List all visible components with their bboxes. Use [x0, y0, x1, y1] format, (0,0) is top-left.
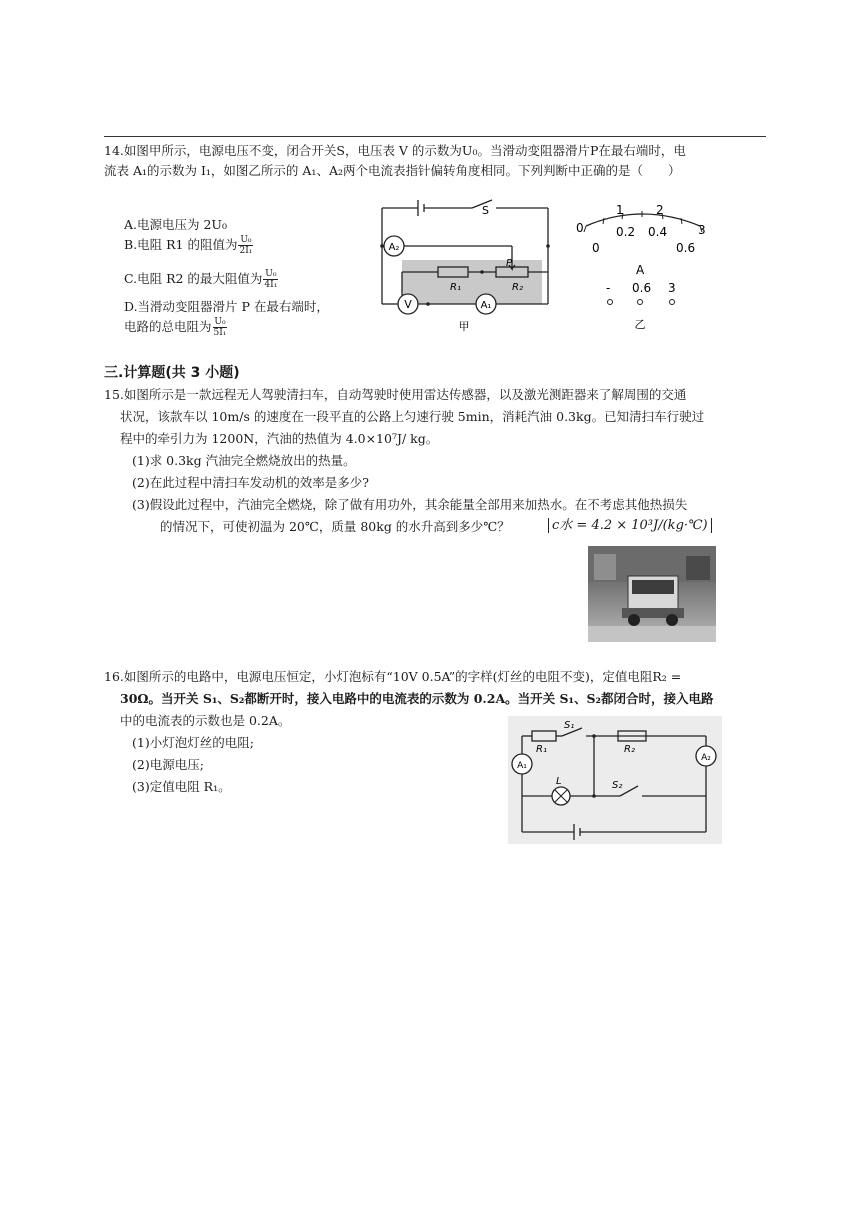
terminal-3: 3	[668, 281, 676, 295]
fig-caption-yi: 乙	[634, 318, 646, 331]
q14-option-c-text: C.电阻 R2 的最大阻值为	[124, 271, 263, 286]
street-sweeper-photo	[588, 546, 716, 642]
scale-bottom-0: 0	[592, 241, 600, 255]
scale-top-2: 2	[656, 203, 664, 217]
q16-line3: 中的电流表的示数也是 0.2A。	[120, 713, 291, 728]
q14-line1: 14.如图甲所示，电源电压不变，闭合开关S，电压表 V 的示数为U₀。当滑动变阻器滑片P在最右端时，电	[104, 143, 686, 158]
scale-bottom-2: 0.4	[648, 225, 668, 239]
q16-line1: 16.如图所示的电路中，电源电压恒定，小灯泡标有“10V 0.5A”的字样(灯丝的电阻不变)，定值电阻R₂ =	[104, 669, 682, 684]
q14-option-d-line2	[124, 316, 227, 338]
numerator: U₀	[265, 269, 277, 279]
terminal-06-icon	[638, 300, 643, 305]
scale-top-1: 1	[616, 203, 624, 217]
q16-line2: 30Ω。当开关 S₁、S₂都断开时，接入电路中的电流表的示数为 0.2A。当开关 S₁、S₂都闭合时，接入电路	[120, 691, 714, 706]
q16-circuit-figure	[508, 716, 722, 844]
q15-line1: 15.如图所示是一款远程无人驾驶清扫车，自动驾驶时使用雷达传感器，以及激光测距器来了解周围的交通	[104, 387, 687, 402]
q14-option-b-text: B.电阻 R1 的阻值为	[124, 237, 238, 252]
denominator: 5I₁	[213, 328, 227, 338]
v-label: V	[404, 298, 412, 311]
a2-label: A₂	[701, 753, 711, 763]
q15-formula	[548, 514, 712, 537]
scale-top-3: 3	[698, 223, 706, 237]
fraction	[238, 235, 253, 256]
r2-label: R₂	[624, 744, 635, 755]
scale-bottom-1: 0.2	[616, 225, 636, 239]
q16-sub2: (2)电源电压;	[132, 757, 204, 772]
denominator: 2I₁	[239, 246, 253, 256]
numerator: U₀	[240, 235, 252, 245]
r1-label: R₁	[450, 282, 461, 293]
dial-arc	[586, 214, 700, 226]
a2-label: A₂	[388, 242, 400, 253]
q14-ammeter-dial	[572, 196, 714, 336]
slider-p-label: P	[506, 258, 513, 269]
q14-option-b	[124, 234, 253, 256]
lamp-label: L	[556, 776, 562, 787]
q16-sub1: (1)小灯泡灯丝的电阻;	[132, 735, 254, 750]
section-heading: 三.计算题(共 3 小题)	[104, 365, 240, 381]
q14-option-d-line1: D.当滑动变阻器滑片 P 在最右端时，	[124, 299, 329, 314]
q15-line3: 程中的牵引力为 1200N，汽油的热值为 4.0×10⁷J/ kg。	[120, 431, 439, 446]
scale-top-0: 0	[576, 221, 584, 235]
top-rule	[104, 136, 766, 137]
s2-label: S₂	[612, 780, 623, 791]
q14-line2: 流表 A₁的示数为 I₁，如图乙所示的 A₁、A₂两个电流表指针偏转角度相同。下列判断中正确的是（ ）	[104, 163, 681, 178]
q14-option-a: A.电源电压为 2U₀	[124, 217, 227, 232]
r1-label: R₁	[536, 744, 547, 755]
scale-bottom-3: 0.6	[676, 241, 696, 255]
terminal-06: 0.6	[632, 281, 652, 295]
specific-heat-formula: c水 = 4.2 × 10³J/(kg·℃)	[548, 518, 712, 533]
unit-label: A	[636, 263, 645, 277]
q14-circuit-figure	[372, 194, 558, 338]
s1-label: S₁	[564, 720, 575, 731]
terminal-3-icon	[670, 300, 675, 305]
terminal-neg-icon	[608, 300, 613, 305]
a1-label: A₁	[480, 300, 492, 311]
a1-label: A₁	[517, 761, 527, 771]
switch-label: S	[482, 204, 489, 217]
terminal-neg: -	[606, 281, 611, 295]
fig-caption-jia: 甲	[458, 320, 470, 333]
q15-sub3-line1: (3)假设此过程中，汽油完全燃烧，除了做有用功外，其余能量全部用来加热水。在不考虑其他热损失	[132, 497, 688, 512]
q14-option-d-text: 电路的总电阻为	[124, 319, 212, 334]
fraction	[263, 269, 278, 290]
q15-line2: 状况，该款车以 10m/s 的速度在一段平直的公路上匀速行驶 5min，消耗汽油 0.3kg。已知清扫车行驶过	[120, 409, 705, 424]
denominator: 4I₁	[264, 280, 278, 290]
q15-sub1: (1)求 0.3kg 汽油完全燃烧放出的热量。	[132, 453, 356, 468]
numerator: U₀	[214, 317, 226, 327]
q14-option-c	[124, 268, 278, 290]
q16-sub3: (3)定值电阻 R₁。	[132, 779, 231, 794]
q15-sub3-line2: 的情况下，可使初温为 20℃，质量 80kg 的水升高到多少℃？	[160, 519, 510, 534]
q15-sub2: (2)在此过程中清扫车发动机的效率是多少?	[132, 475, 369, 490]
fraction	[213, 317, 228, 338]
street-sweeper-illustration	[588, 546, 716, 642]
r2-label: R₂	[512, 282, 523, 293]
